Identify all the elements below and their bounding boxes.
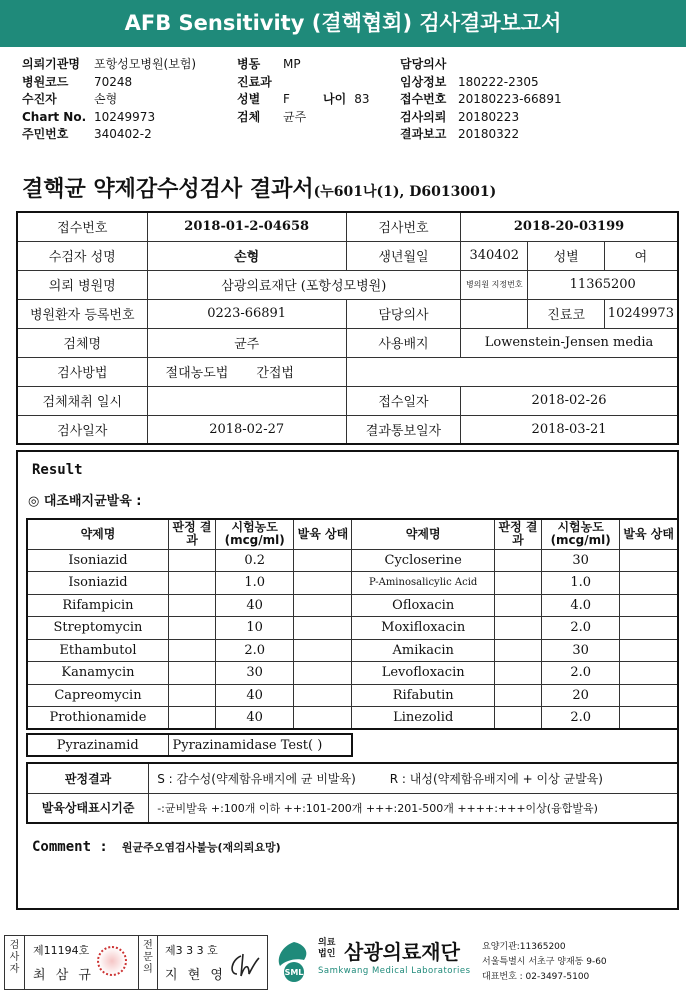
- judge: [494, 594, 541, 617]
- doctor-vert-label: 전문의: [138, 936, 158, 989]
- tester-vert-label: 검사자: [5, 936, 25, 989]
- header-value: 균주: [283, 109, 307, 124]
- cell-label: 진료코: [528, 299, 604, 328]
- header-value: 20180322: [458, 127, 520, 141]
- tester-license: 제11194호: [33, 944, 90, 957]
- growth: [294, 639, 352, 662]
- legend-table: [26, 762, 679, 824]
- tester-name: 최 삼 규: [33, 968, 94, 983]
- organization-block: [272, 936, 682, 990]
- header-value: 20180223-66891: [458, 92, 562, 106]
- conc: 2.0: [542, 662, 620, 685]
- cell-label: 검사번호: [346, 212, 460, 241]
- judge: [494, 662, 541, 685]
- header-value: 340402-2: [94, 127, 152, 141]
- table-row: [27, 549, 678, 572]
- test-no: 2018-20-03199: [461, 212, 678, 241]
- dob: 340402: [461, 241, 528, 270]
- patient-name: 손형: [147, 241, 346, 270]
- drug-name: Capreomycin: [27, 684, 168, 707]
- judge: [168, 549, 215, 572]
- growth: [294, 549, 352, 572]
- title-sub: (누601나(1), D6013001): [313, 184, 497, 200]
- sex: 여: [604, 241, 678, 270]
- org-name: 삼광의료재단: [344, 940, 460, 964]
- result-label: Result: [32, 462, 83, 478]
- age-value: 83: [354, 92, 370, 106]
- doctor-license: 제3 3 3 호: [165, 944, 218, 957]
- header-col-1: [22, 56, 196, 144]
- growth: [294, 707, 352, 730]
- header-label: 접수번호: [400, 92, 447, 106]
- logo-text: SML: [284, 968, 304, 977]
- doctor: [461, 299, 528, 328]
- header-label: 병원코드: [22, 74, 69, 89]
- cell-label: 의뢰 병원명: [17, 270, 147, 299]
- collect-date: [147, 386, 346, 415]
- drug-name: Ethambutol: [27, 639, 168, 662]
- pyrazinamid-row: [26, 733, 353, 757]
- conc: 30: [542, 639, 620, 662]
- header-drug: 약제명: [352, 519, 494, 549]
- header-value: MP: [283, 57, 301, 71]
- cell-label: 접수일자: [346, 386, 460, 415]
- cell-label: 검사방법: [17, 357, 147, 386]
- conc: 20: [542, 684, 620, 707]
- header-value: 20180223: [458, 109, 520, 124]
- growth: [294, 572, 352, 595]
- judge: [168, 684, 215, 707]
- drug-name: Isoniazid: [27, 572, 168, 595]
- header-label: 성별: [237, 92, 261, 106]
- drug-name: Linezolid: [352, 707, 494, 730]
- table-row: [27, 594, 678, 617]
- cell-label: 생년월일: [346, 241, 460, 270]
- signature-mark: [227, 950, 263, 980]
- cell-label: 사용배지: [346, 328, 460, 357]
- signature-box: [4, 935, 268, 990]
- doctor-name: 지 현 영: [165, 968, 226, 983]
- judge: [494, 572, 541, 595]
- cell-label: 수검자 성명: [17, 241, 147, 270]
- header-label: 검사의뢰: [400, 109, 447, 124]
- growth: [620, 617, 678, 640]
- conc: 1.0: [216, 572, 294, 595]
- judge: [168, 639, 215, 662]
- chart-no: 10249973: [604, 299, 678, 328]
- comment-label: Comment :: [32, 839, 108, 855]
- header-label: 담당의사: [400, 57, 447, 71]
- comment-value: 원균주오염검사불능(재의뢰요망): [121, 841, 281, 854]
- judge: [494, 707, 541, 730]
- header-label: 의뢰기관명: [22, 57, 80, 71]
- header-value: 손형: [94, 92, 118, 106]
- judge: [494, 549, 541, 572]
- header-label: Chart No.: [22, 109, 87, 124]
- method: [147, 357, 346, 386]
- cell-label: 성별: [528, 241, 604, 270]
- header-value: 포항성모병원(보험): [94, 57, 197, 71]
- table-row: [27, 617, 678, 640]
- seal-stamp: [97, 946, 127, 976]
- conc: 2.0: [542, 707, 620, 730]
- method-2: 간접법: [256, 366, 294, 381]
- header-value: 180222-2305: [458, 74, 539, 89]
- table-row: [27, 684, 678, 707]
- drug-name: Moxifloxacin: [352, 617, 494, 640]
- cell-label: 접수번호: [17, 212, 147, 241]
- header-growth: 발육 상태: [294, 519, 352, 549]
- hospital-code: 11365200: [528, 270, 678, 299]
- conc: 40: [216, 707, 294, 730]
- legend-s: S : 감수성(약제함유배지에 균 비발육): [157, 771, 356, 786]
- header-conc: 시험농도 (mcg/ml): [542, 519, 620, 549]
- judge: [168, 662, 215, 685]
- page-title: [22, 172, 496, 203]
- org-kind: 의료 법인: [318, 938, 336, 959]
- header-label: 결과보고: [400, 127, 447, 141]
- header-conc: 시험농도 (mcg/ml): [216, 519, 294, 549]
- conc: 30: [542, 549, 620, 572]
- conc: 40: [216, 684, 294, 707]
- legend-judge: [149, 763, 678, 793]
- receive-date: 2018-02-26: [461, 386, 678, 415]
- cell-label: 결과통보일자: [346, 415, 460, 444]
- method-blank: [346, 357, 678, 386]
- conc: 40: [216, 594, 294, 617]
- judge: [494, 617, 541, 640]
- conc: 10: [216, 617, 294, 640]
- cell-label: 병원환자 등록번호: [17, 299, 147, 328]
- header-label: 검체: [237, 109, 261, 124]
- judge: [168, 594, 215, 617]
- patient-info-table: [16, 211, 679, 445]
- method-1: 절대농도법: [165, 366, 229, 381]
- header-label: 진료과: [237, 74, 272, 89]
- growth: [294, 662, 352, 685]
- drug-name: Prothionamide: [27, 707, 168, 730]
- header-label: 병동: [237, 57, 261, 71]
- drug-name: Streptomycin: [27, 617, 168, 640]
- growth: [620, 549, 678, 572]
- growth: [620, 707, 678, 730]
- table-row: [27, 662, 678, 685]
- drug-table: [26, 518, 679, 730]
- header-label: 주민번호: [22, 127, 69, 141]
- header-col-3: [400, 56, 562, 144]
- conc: 4.0: [542, 594, 620, 617]
- judge: [168, 617, 215, 640]
- age-label: 나이: [323, 92, 347, 106]
- cell-label: 검사일자: [17, 415, 147, 444]
- table-row: [27, 639, 678, 662]
- medium: Lowenstein-Jensen media: [461, 328, 678, 357]
- header-col-2: [237, 56, 369, 126]
- drug-name: P-Aminosalicylic Acid: [352, 572, 494, 595]
- header-label: 수진자: [22, 92, 57, 106]
- table-row: [27, 572, 678, 595]
- growth: [620, 594, 678, 617]
- header-growth: 발육 상태: [620, 519, 678, 549]
- conc: 30: [216, 662, 294, 685]
- legend-growth: -:균비발육 +:100개 이하 ++:101-200개 +++:201-500개 ++++:+++이상(융합발육): [149, 793, 678, 823]
- judge: [168, 707, 215, 730]
- title-text: 결핵균 약제감수성검사 결과서: [22, 176, 314, 202]
- growth: [620, 572, 678, 595]
- judge: [168, 572, 215, 595]
- org-english: Samkwang Medical Laboratories: [318, 966, 471, 976]
- drug-name: Pyrazinamid: [27, 734, 168, 756]
- conc: 2.0: [216, 639, 294, 662]
- cell-label: 검체명: [17, 328, 147, 357]
- conc: 2.0: [542, 617, 620, 640]
- table-row: [27, 707, 678, 730]
- header-label: 임상정보: [400, 74, 447, 89]
- legend-label: 판정결과: [27, 763, 149, 793]
- legend-r: R : 내성(약제함유배지에 + 이상 균발육): [389, 771, 603, 786]
- judge: [494, 684, 541, 707]
- conc: 1.0: [542, 572, 620, 595]
- header-value: 10249973: [94, 109, 156, 124]
- cell-label: 검체채취 일시: [17, 386, 147, 415]
- growth: [620, 639, 678, 662]
- header-value: F: [283, 92, 290, 106]
- drug-name: Rifabutin: [352, 684, 494, 707]
- drug-name: Levofloxacin: [352, 662, 494, 685]
- growth: [294, 617, 352, 640]
- org-code: 요양기관:11365200: [482, 942, 566, 952]
- report-banner: AFB Sensitivity (결핵협회) 검사결과보고서: [0, 0, 686, 47]
- drug-name: Kanamycin: [27, 662, 168, 685]
- drug-name: Rifampicin: [27, 594, 168, 617]
- org-info: [482, 940, 607, 985]
- specimen: 균주: [147, 328, 346, 357]
- hospital-name: 삼광의료재단 (포항성모병원): [147, 270, 461, 299]
- reg-no: 0223-66891: [147, 299, 346, 328]
- org-phone: 대표번호 : 02-3497-5100: [482, 972, 590, 982]
- header-value: 70248: [94, 74, 133, 89]
- control-growth-label: ◎ 대조배지균발육 :: [28, 494, 142, 509]
- notify-date: 2018-03-21: [461, 415, 678, 444]
- header-judge: 판정 결과: [168, 519, 215, 549]
- receipt-no: 2018-01-2-04658: [147, 212, 346, 241]
- org-address: 서울특별시 서초구 양재동 9-60: [482, 957, 607, 967]
- judge: [494, 639, 541, 662]
- conc: 0.2: [216, 549, 294, 572]
- growth: [620, 684, 678, 707]
- drug-name: Isoniazid: [27, 549, 168, 572]
- sml-logo-icon: [274, 940, 314, 984]
- pyrazinamidase-test: Pyrazinamidase Test( ): [172, 737, 323, 753]
- growth: [294, 684, 352, 707]
- drug-name: Cycloserine: [352, 549, 494, 572]
- cell-label: 담당의사: [346, 299, 460, 328]
- result-section: [16, 450, 679, 910]
- header-judge: 판정 결과: [494, 519, 541, 549]
- header-drug: 약제명: [27, 519, 168, 549]
- cell-label: 병의원 지정번호: [461, 270, 528, 299]
- legend-label: 발육상태표시기준: [27, 793, 149, 823]
- growth: [294, 594, 352, 617]
- comment: [32, 839, 281, 855]
- test-date: 2018-02-27: [147, 415, 346, 444]
- drug-name: Amikacin: [352, 639, 494, 662]
- drug-name: Ofloxacin: [352, 594, 494, 617]
- growth: [620, 662, 678, 685]
